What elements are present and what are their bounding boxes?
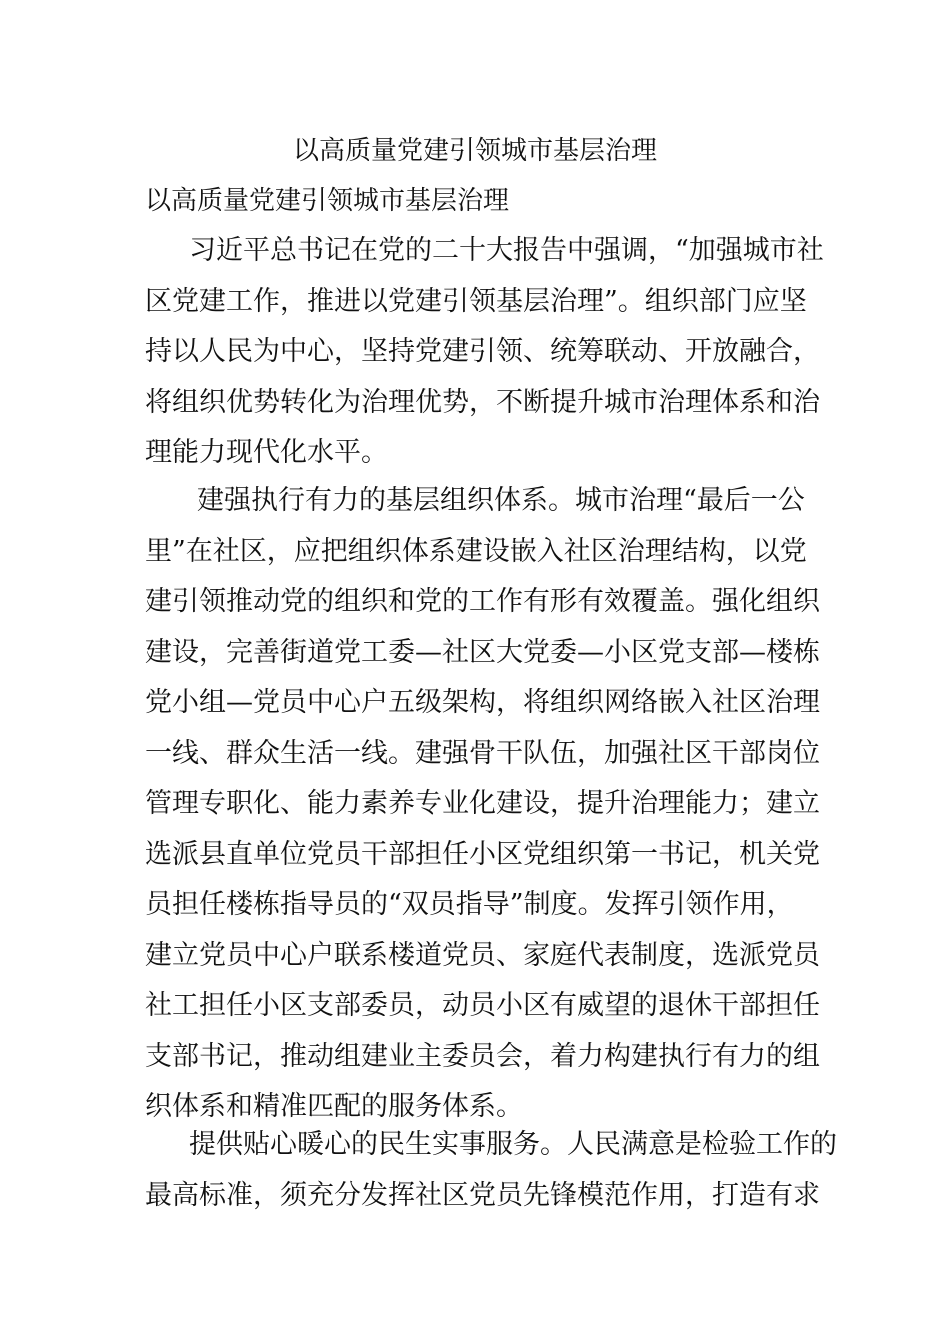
paragraph-line: 建立党员中心户联系楼道党员、家庭代表制度，选派党员	[145, 939, 820, 971]
document-subtitle: 以高质量党建引领城市基层治理	[145, 186, 510, 216]
paragraph-line: 社工担任小区支部委员，动员小区有威望的退休干部担任	[145, 990, 820, 1021]
paragraph-line: 区党建工作，推进以党建引领基层治理”。组织部门应坚	[145, 285, 807, 317]
paragraph-line: 里”在社区，应把组织体系建设嵌入社区治理结构，以党	[145, 535, 807, 567]
document-title: 以高质量党建引领城市基层治理	[292, 136, 657, 166]
paragraph-2	[145, 476, 825, 1133]
paragraph-line: 建设，完善街道党工委—社区大党委—小区党支部—楼栋	[145, 636, 820, 668]
paragraph-line: 将组织优势转化为治理优势，不断提升城市治理体系和治	[145, 386, 820, 418]
paragraph-line: 持以人民为中心，坚持党建引领、统筹联动、开放融合，	[145, 336, 820, 367]
paragraph-line: 最高标准，须充分发挥社区党员先锋模范作用，打造有求	[145, 1179, 820, 1211]
paragraph-line: 支部书记，推动组建业主委员会，着力构建执行有力的组	[145, 1040, 820, 1072]
paragraph-line: 建强执行有力的基层组织体系。城市治理“最后一公	[197, 485, 805, 516]
paragraph-line: 管理专职化、能力素养专业化建设，提升治理能力；建立	[145, 788, 820, 819]
paragraph-line: 员担任楼栋指导员的“双员指导”制度。发挥引领作用，	[145, 889, 794, 920]
paragraph-1	[145, 226, 825, 479]
paragraph-line: 党小组—党员中心户五级架构，将组织网络嵌入社区治理	[145, 687, 820, 718]
paragraph-line: 一线、群众生活一线。建强骨干队伍，加强社区干部岗位	[145, 737, 820, 769]
paragraph-line: 织体系和精准匹配的服务体系。	[145, 1091, 523, 1122]
paragraph-line: 选派县直单位党员干部担任小区党组织第一书记，机关党	[145, 838, 820, 870]
paragraph-line: 理能力现代化水平。	[145, 437, 388, 468]
paragraph-line: 提供贴心暖心的民生实事服务。人民满意是检验工作的	[189, 1129, 837, 1160]
paragraph-3	[145, 1120, 837, 1221]
paragraph-line: 习近平总书记在党的二十大报告中强调，“加强城市社	[189, 235, 824, 266]
paragraph-line: 建引领推动党的组织和党的工作有形有效覆盖。强化组织	[145, 586, 820, 617]
